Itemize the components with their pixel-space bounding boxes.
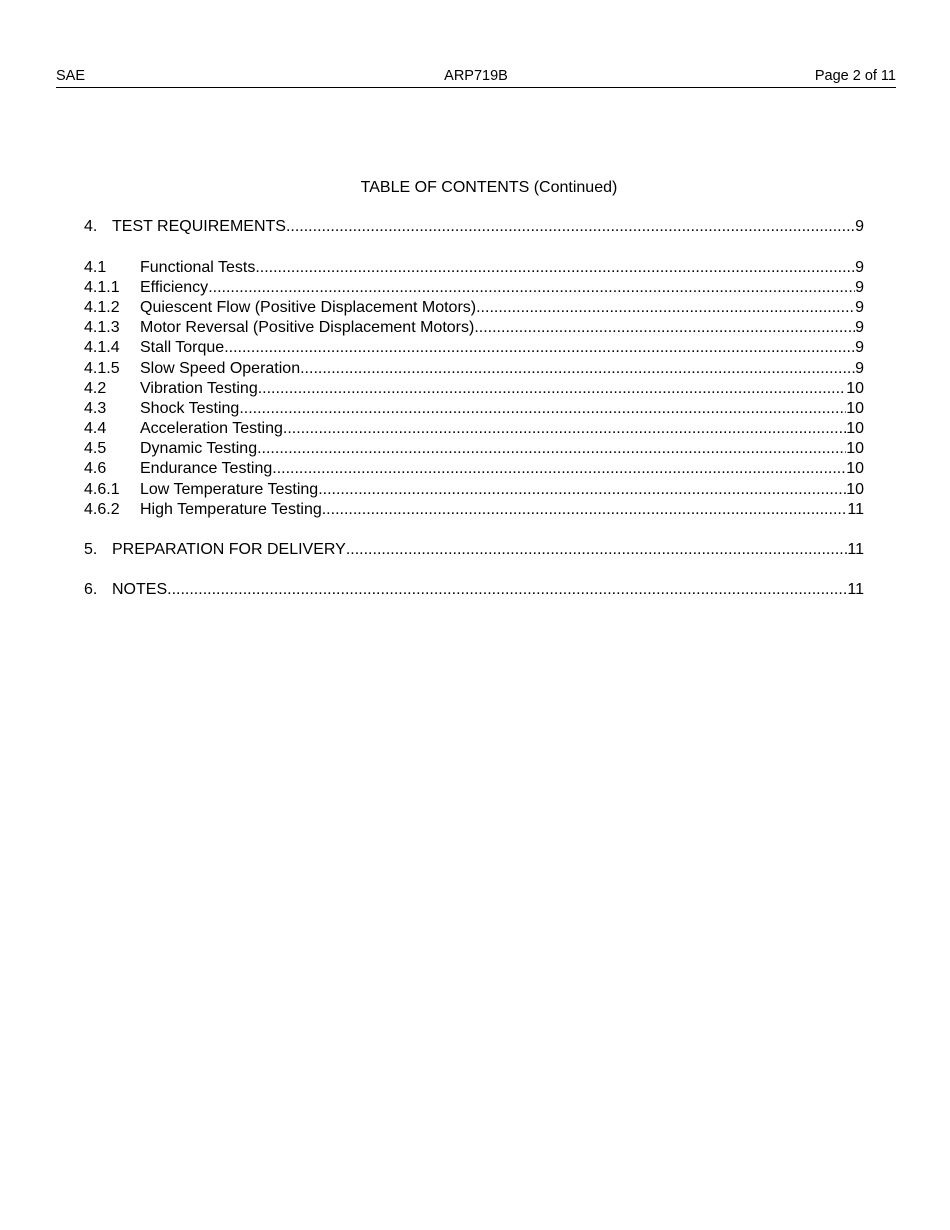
toc-dot-leader xyxy=(272,459,846,479)
toc-dot-leader xyxy=(322,500,848,520)
toc-entry[interactable] xyxy=(84,480,864,500)
toc-entry-title: Stall Torque xyxy=(140,339,225,356)
header-document-number: ARP719B xyxy=(444,68,508,84)
toc-dot-leader xyxy=(346,540,848,560)
toc-entry-number: 4.1.4 xyxy=(84,339,120,356)
toc-entry-number: 6. xyxy=(84,581,98,598)
toc-dot-leader xyxy=(208,278,855,298)
toc-entry-page: 9 xyxy=(855,218,864,235)
toc-entry-page: 11 xyxy=(847,541,864,558)
toc-entry-number: 4.3 xyxy=(84,400,107,417)
toc-dot-leader xyxy=(300,359,855,379)
toc-entry-title: High Temperature Testing xyxy=(140,501,322,518)
toc-dot-leader xyxy=(286,217,855,237)
toc-entry-page: 10 xyxy=(846,420,864,437)
toc-entry[interactable] xyxy=(84,459,864,479)
toc-dot-leader xyxy=(258,379,846,399)
toc-entry-page: 9 xyxy=(855,339,864,356)
toc-entry[interactable] xyxy=(84,278,864,298)
toc-entry-title: Acceleration Testing xyxy=(140,420,283,437)
toc-entry-title: Endurance Testing xyxy=(140,460,273,477)
toc-dot-leader xyxy=(239,399,846,419)
toc-entry-number: 4.2 xyxy=(84,380,107,397)
toc-entry[interactable] xyxy=(84,540,864,560)
toc-entry-number: 4.6.2 xyxy=(84,501,120,518)
toc-entry[interactable] xyxy=(84,318,864,338)
toc-entry-page: 11 xyxy=(847,581,864,598)
toc-dot-leader xyxy=(257,439,846,459)
toc-dot-leader xyxy=(318,480,846,500)
toc-entry-number: 4.1.5 xyxy=(84,360,120,377)
toc-entry-number: 4.1.3 xyxy=(84,319,120,336)
toc-entry-title: PREPARATION FOR DELIVERY xyxy=(112,541,346,558)
toc-entry[interactable] xyxy=(84,500,864,520)
toc-entry[interactable] xyxy=(84,217,864,237)
toc-entry-page: 10 xyxy=(846,380,864,397)
toc-entry-title: Functional Tests xyxy=(140,259,256,276)
toc-dot-leader xyxy=(255,258,855,278)
toc-entry-title: NOTES xyxy=(112,581,168,598)
toc-dot-leader xyxy=(474,318,855,338)
toc-entry-title: Dynamic Testing xyxy=(140,440,258,457)
toc-entry-title: Shock Testing xyxy=(140,400,240,417)
page-header xyxy=(56,67,896,88)
toc-entry-page: 9 xyxy=(855,299,864,316)
toc-entry[interactable] xyxy=(84,258,864,278)
toc-entry-number: 4.1 xyxy=(84,259,107,276)
toc-entry-number: 4.5 xyxy=(84,440,107,457)
toc-entry[interactable] xyxy=(84,359,864,379)
toc-entry[interactable] xyxy=(84,399,864,419)
toc-entry-page: 9 xyxy=(855,319,864,336)
toc-entry-number: 4.4 xyxy=(84,420,107,437)
header-page-number: Page 2 of 11 xyxy=(814,68,896,84)
toc-dot-leader xyxy=(476,298,855,318)
toc-dot-leader xyxy=(283,419,846,439)
toc-entry[interactable] xyxy=(84,338,864,358)
toc-entry-page: 9 xyxy=(855,360,864,377)
toc-entry-page: 10 xyxy=(846,481,864,498)
toc-entry-page: 11 xyxy=(847,501,864,518)
toc-entry-page: 10 xyxy=(846,440,864,457)
toc-entry-title: Vibration Testing xyxy=(140,380,258,397)
toc-entry-title: TEST REQUIREMENTS xyxy=(112,218,286,235)
toc-dot-leader xyxy=(167,580,847,600)
toc-entry-number: 4.1.2 xyxy=(84,299,120,316)
toc-title: TABLE OF CONTENTS (Continued) xyxy=(360,179,618,196)
toc-entry-title: Efficiency xyxy=(140,279,209,296)
toc-entry-page: 10 xyxy=(846,460,864,477)
toc-entry-title: Motor Reversal (Positive Displacement Motors) xyxy=(140,319,475,336)
header-organization: SAE xyxy=(56,68,86,84)
toc-entry-title: Quiescent Flow (Positive Displacement Motors) xyxy=(140,299,477,316)
toc-entry-number: 4.6 xyxy=(84,460,107,477)
toc-entry[interactable] xyxy=(84,298,864,318)
toc-entry[interactable] xyxy=(84,419,864,439)
toc-entry-number: 4.6.1 xyxy=(84,481,120,498)
toc-entry[interactable] xyxy=(84,439,864,459)
toc-entry-page: 10 xyxy=(846,400,864,417)
toc-dot-leader xyxy=(224,338,855,358)
toc-entry[interactable] xyxy=(84,580,864,600)
toc-entry-number: 4. xyxy=(84,218,98,235)
toc-entry-title: Slow Speed Operation xyxy=(140,360,301,377)
toc-entry-page: 9 xyxy=(855,279,864,296)
toc-entry-number: 5. xyxy=(84,541,98,558)
toc-entry-page: 9 xyxy=(855,259,864,276)
toc-entry-title: Low Temperature Testing xyxy=(140,481,319,498)
toc-entry[interactable] xyxy=(84,379,864,399)
toc-entry-number: 4.1.1 xyxy=(84,279,120,296)
